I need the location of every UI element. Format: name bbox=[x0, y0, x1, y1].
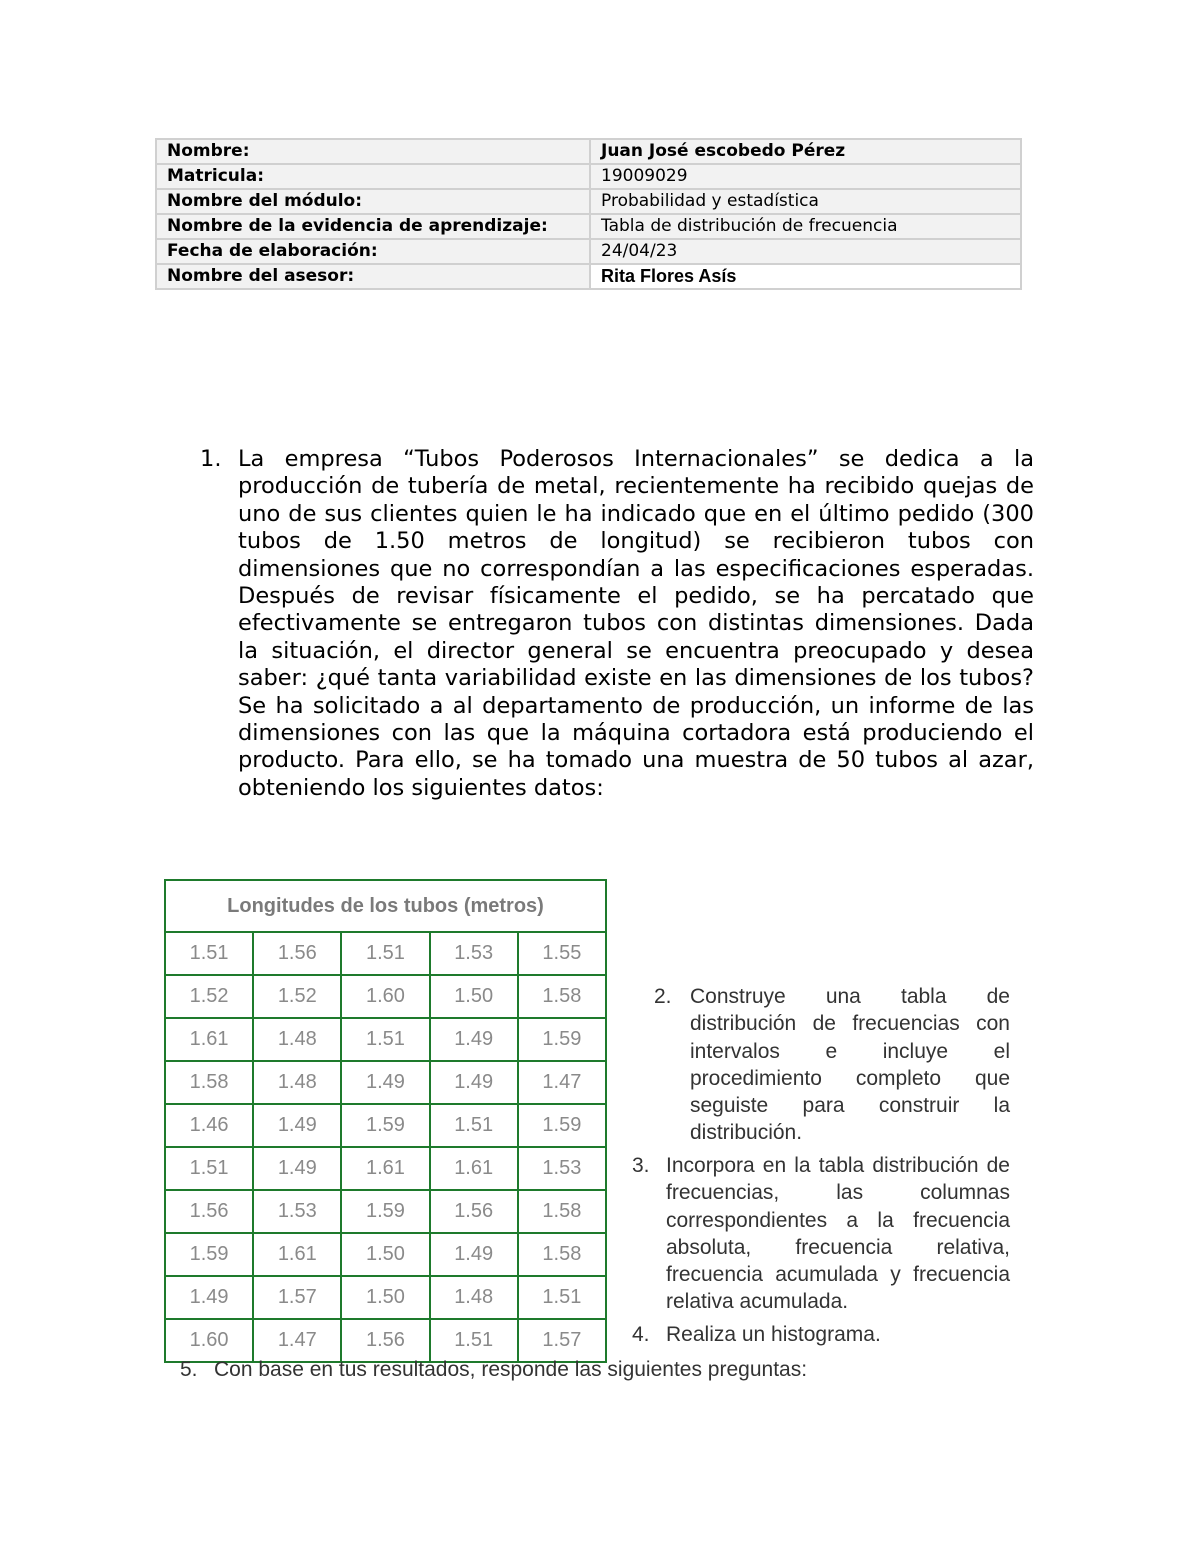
table-cell: 1.48 bbox=[253, 1018, 341, 1061]
table-cell: 1.60 bbox=[341, 975, 429, 1018]
info-value: Rita Flores Asís bbox=[590, 264, 1021, 289]
table-cell: 1.55 bbox=[518, 932, 606, 975]
table-cell: 1.49 bbox=[430, 1018, 518, 1061]
list-number: 4. bbox=[632, 1323, 650, 1346]
table-cell: 1.61 bbox=[253, 1233, 341, 1276]
table-cell: 1.53 bbox=[253, 1190, 341, 1233]
table-row bbox=[165, 1061, 606, 1104]
table-cell: 1.50 bbox=[430, 975, 518, 1018]
list-number: 2. bbox=[654, 985, 672, 1008]
table-cell: 1.61 bbox=[165, 1018, 253, 1061]
table-cell: 1.59 bbox=[518, 1104, 606, 1147]
table-cell: 1.58 bbox=[165, 1061, 253, 1104]
table-cell: 1.56 bbox=[341, 1319, 429, 1362]
table-cell: 1.46 bbox=[165, 1104, 253, 1147]
table-cell: 1.51 bbox=[518, 1276, 606, 1319]
table-cell: 1.59 bbox=[341, 1104, 429, 1147]
question-text: Con base en tus resultados, responde las siguientes preguntas: bbox=[214, 1358, 808, 1381]
table-cell: 1.60 bbox=[165, 1319, 253, 1362]
info-label: Fecha de elaboración: bbox=[156, 239, 590, 264]
info-label: Nombre del módulo: bbox=[156, 189, 590, 214]
table-title: Longitudes de los tubos (metros) bbox=[165, 880, 606, 932]
info-label: Matricula: bbox=[156, 164, 590, 189]
table-row bbox=[165, 1233, 606, 1276]
table-cell: 1.58 bbox=[518, 1233, 606, 1276]
table-cell: 1.52 bbox=[253, 975, 341, 1018]
info-row-nombre bbox=[156, 139, 1021, 164]
info-value: Tabla de distribución de frecuencia bbox=[590, 214, 1021, 239]
table-cell: 1.49 bbox=[430, 1233, 518, 1276]
question-text: Realiza un histograma. bbox=[666, 1323, 881, 1346]
table-row bbox=[165, 1147, 606, 1190]
problem-text: La empresa “Tubos Poderosos Internacionales” se dedica a la producción de tubería de metal, recientemente ha recibido quejas de uno de sus clientes quien le ha indicado que en el último pedido (300 tubos de 1.50 metros de longitud) se recibieron tubos con dimensiones que no correspondían a las especificaciones esperadas. Después de revisar físicamente el pedido, se ha percatado que efectivamente se entregaron tubos con distintas dimensiones. Dada la situación, el director general se encuentra preocupado y desea saber: ¿qué tanta variabilidad existe en las dimensiones de los tubos? Se ha solicitado a al departamento de producción, un informe de las dimensiones con las que la máquina cortadora está produciendo el producto. Para ello, se ha tomado una muestra de 50 tubos al azar, obteniendo los siguientes datos: bbox=[238, 446, 1034, 801]
table-cell: 1.59 bbox=[165, 1233, 253, 1276]
table-cell: 1.49 bbox=[253, 1147, 341, 1190]
table-cell: 1.56 bbox=[430, 1190, 518, 1233]
table-cell: 1.50 bbox=[341, 1276, 429, 1319]
table-cell: 1.52 bbox=[165, 975, 253, 1018]
question-5 bbox=[180, 1356, 1040, 1383]
info-row-matricula bbox=[156, 164, 1021, 189]
question-4 bbox=[632, 1321, 1010, 1348]
table-row bbox=[165, 1276, 606, 1319]
table-cell: 1.48 bbox=[253, 1061, 341, 1104]
info-label: Nombre: bbox=[156, 139, 590, 164]
table-cell: 1.47 bbox=[253, 1319, 341, 1362]
table-cell: 1.58 bbox=[518, 1190, 606, 1233]
question-2 bbox=[654, 983, 1010, 1147]
table-cell: 1.49 bbox=[253, 1104, 341, 1147]
table-cell: 1.47 bbox=[518, 1061, 606, 1104]
table-cell: 1.56 bbox=[253, 932, 341, 975]
info-value: 19009029 bbox=[590, 164, 1021, 189]
table-row bbox=[165, 1018, 606, 1061]
table-cell: 1.51 bbox=[165, 1147, 253, 1190]
question-text: Incorpora en la tabla distribución de frecuencias, las columnas correspondientes a la frecuencia absoluta, frecuencia relativa, frecuencia acumulada y frecuencia relativa acumulada. bbox=[666, 1154, 1010, 1314]
question-3 bbox=[632, 1152, 1010, 1316]
info-label: Nombre del asesor: bbox=[156, 264, 590, 289]
table-cell: 1.53 bbox=[518, 1147, 606, 1190]
student-info-table bbox=[155, 138, 1022, 290]
table-row bbox=[165, 932, 606, 975]
table-cell: 1.49 bbox=[341, 1061, 429, 1104]
table-cell: 1.59 bbox=[518, 1018, 606, 1061]
question-text: Construye una tabla de distribución de frecuencias con intervalos e incluye el procedimiento completo que seguiste para construir la distribución. bbox=[690, 985, 1010, 1145]
table-cell: 1.50 bbox=[341, 1233, 429, 1276]
list-number: 3. bbox=[632, 1154, 650, 1177]
table-row bbox=[165, 1104, 606, 1147]
table-cell: 1.61 bbox=[341, 1147, 429, 1190]
table-cell: 1.48 bbox=[430, 1276, 518, 1319]
table-row bbox=[165, 1190, 606, 1233]
info-row-asesor bbox=[156, 264, 1021, 289]
info-label: Nombre de la evidencia de aprendizaje: bbox=[156, 214, 590, 239]
info-value: 24/04/23 bbox=[590, 239, 1021, 264]
table-cell: 1.51 bbox=[341, 932, 429, 975]
table-cell: 1.49 bbox=[165, 1276, 253, 1319]
info-row-evidencia bbox=[156, 214, 1021, 239]
list-number: 1. bbox=[200, 446, 222, 472]
table-body bbox=[165, 932, 606, 1362]
list-number: 5. bbox=[180, 1358, 198, 1381]
table-cell: 1.49 bbox=[430, 1061, 518, 1104]
info-value: Juan José escobedo Pérez bbox=[590, 139, 1021, 164]
table-cell: 1.61 bbox=[430, 1147, 518, 1190]
table-cell: 1.58 bbox=[518, 975, 606, 1018]
info-value: Probabilidad y estadística bbox=[590, 189, 1021, 214]
table-cell: 1.53 bbox=[430, 932, 518, 975]
problem-statement bbox=[200, 446, 1034, 802]
table-row bbox=[165, 975, 606, 1018]
tube-lengths-table bbox=[164, 879, 607, 1363]
table-cell: 1.57 bbox=[518, 1319, 606, 1362]
table-cell: 1.51 bbox=[430, 1319, 518, 1362]
table-cell: 1.59 bbox=[341, 1190, 429, 1233]
table-cell: 1.57 bbox=[253, 1276, 341, 1319]
table-cell: 1.51 bbox=[430, 1104, 518, 1147]
table-cell: 1.51 bbox=[341, 1018, 429, 1061]
info-row-modulo bbox=[156, 189, 1021, 214]
table-cell: 1.51 bbox=[165, 932, 253, 975]
info-row-fecha bbox=[156, 239, 1021, 264]
table-cell: 1.56 bbox=[165, 1190, 253, 1233]
